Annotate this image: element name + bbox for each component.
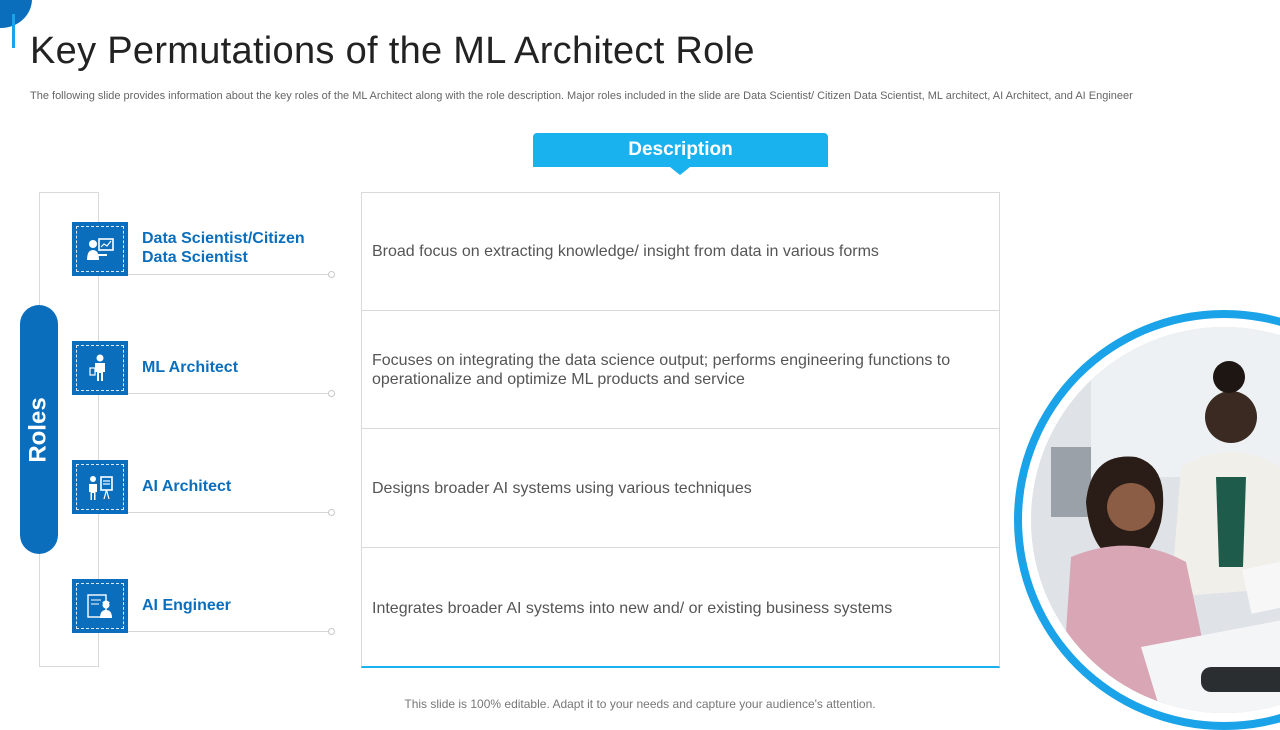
role-icon-box (72, 222, 128, 276)
description-cell: Integrates broader AI systems into new and/ or existing business systems (372, 599, 893, 617)
description-table (361, 192, 1000, 668)
divider (128, 393, 330, 394)
corner-accent-line (12, 14, 15, 48)
divider (128, 512, 330, 513)
page-title: Key Permutations of the ML Architect Role (30, 30, 755, 72)
role-icon-box (72, 341, 128, 395)
divider-dot (328, 509, 335, 516)
role-icon-box (72, 460, 128, 514)
roles-label: Roles (25, 396, 53, 463)
role-item-data-scientist (72, 222, 338, 278)
divider (128, 631, 330, 632)
divider-dot (328, 390, 335, 397)
person-standing-icon (85, 353, 115, 383)
corner-decoration (0, 0, 32, 28)
divider-dot (328, 628, 335, 635)
role-icon-box (72, 579, 128, 633)
role-label: Data Scientist/Citizen Data Scientist (142, 230, 305, 266)
role-label: AI Engineer (142, 596, 231, 614)
role-item-ai-architect (72, 460, 338, 516)
page-subtitle: The following slide provides information about the key roles of the ML Architect along with the role description. Major roles included in the slide are Data Scientist/ Citizen Data Scientist, ML architect, AI Architect, and AI Engineer (30, 90, 1133, 102)
description-header-label: Description (628, 139, 733, 160)
description-header (533, 133, 828, 167)
engineer-blueprint-icon (85, 591, 115, 621)
footer-note: This slide is 100% editable. Adapt it to your needs and capture your audience's attention. (404, 697, 876, 711)
description-cell: Focuses on integrating the data science output; performs engineering functions to operationalize and optimize ML products and service (362, 311, 999, 429)
roles-pill (20, 305, 58, 554)
description-cell: Broad focus on extracting knowledge/ insight from data in various forms (362, 193, 999, 311)
role-label: AI Architect (142, 477, 232, 495)
role-label: ML Architect (142, 358, 239, 376)
divider (128, 274, 330, 275)
role-item-ml-architect (72, 341, 338, 397)
description-cell: Designs broader AI systems using various techniques (362, 430, 999, 548)
divider-dot (328, 271, 335, 278)
presenter-board-icon (85, 234, 115, 264)
role-item-ai-engineer (72, 579, 338, 635)
person-presentation-icon (85, 472, 115, 502)
